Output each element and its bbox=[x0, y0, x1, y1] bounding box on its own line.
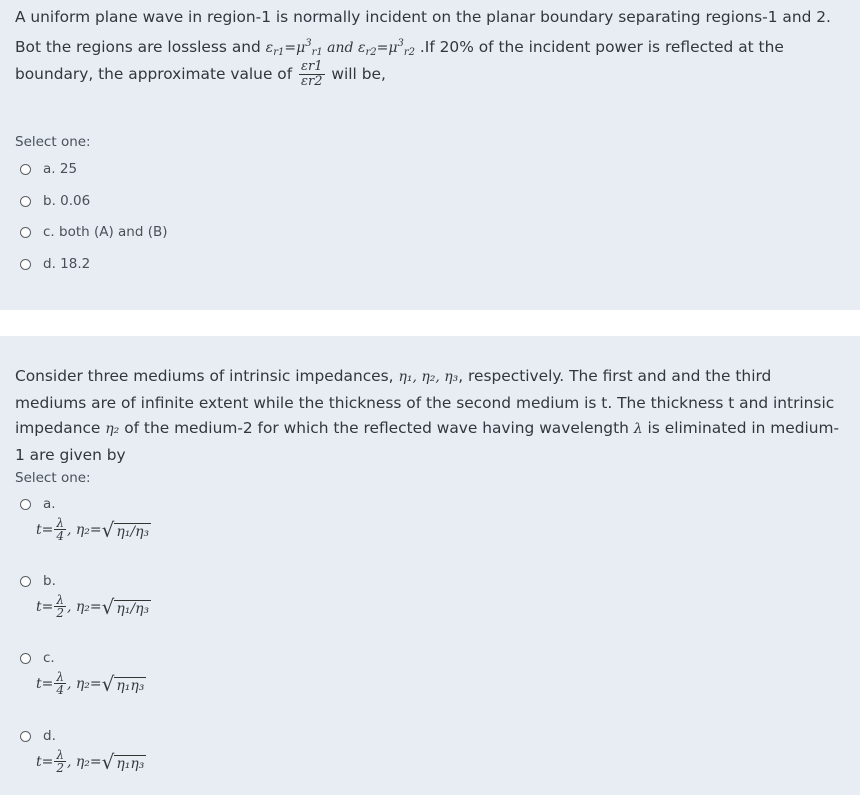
question-text bbox=[15, 364, 845, 468]
option-a[interactable] bbox=[20, 161, 77, 177]
question-card-1 bbox=[0, 0, 860, 310]
option-c-formula: t= $\frac{\lambda}{4}$ , η₂= √ η₁η₃ bbox=[36, 670, 145, 697]
option-label: c. both (A) and (B) bbox=[43, 224, 168, 240]
epsilon-ratio-fraction: $\frac{\varepsilon r1}{\varepsilon r2}$ bbox=[301, 59, 323, 89]
radio-button[interactable] bbox=[20, 499, 31, 510]
question-text bbox=[15, 5, 845, 65]
option-d[interactable] bbox=[20, 256, 90, 272]
option-label: a. bbox=[43, 496, 56, 512]
question-line: Bot the regions are lossless and bbox=[15, 37, 266, 56]
math-epsilon: $\varepsilon_{r2}=\mu^3_{r2}$ bbox=[357, 37, 415, 58]
option-c[interactable] bbox=[20, 224, 168, 240]
math-lambda: λ bbox=[633, 421, 643, 437]
option-label: a. 25 bbox=[43, 161, 78, 177]
option-label: c. bbox=[43, 650, 55, 666]
radio-button[interactable] bbox=[20, 259, 31, 270]
select-one-label: Select one: bbox=[15, 134, 91, 150]
question-line: of the medium-2 for which the reflected wave having wavelength bbox=[119, 419, 634, 437]
option-label: b. bbox=[43, 573, 56, 589]
math-eta2: η₂ bbox=[105, 421, 120, 437]
math-eta-list: η₁, η₂, η₃ bbox=[398, 369, 459, 385]
question-line: will be, bbox=[326, 65, 386, 83]
option-b[interactable] bbox=[20, 573, 56, 589]
math-epsilon: $\varepsilon_{r1}=\mu^3_{r1}$ bbox=[265, 37, 323, 58]
radio-button[interactable] bbox=[20, 576, 31, 587]
radio-button[interactable] bbox=[20, 164, 31, 175]
question-text-line3 bbox=[15, 60, 845, 89]
option-label: d. 18.2 bbox=[43, 256, 91, 272]
select-one-label: Select one: bbox=[15, 470, 91, 486]
option-c[interactable] bbox=[20, 650, 55, 666]
option-a-formula: t= $\frac{\lambda}{4}$ , η₂= √ η₁/η₃ bbox=[36, 516, 150, 543]
radio-button[interactable] bbox=[20, 653, 31, 664]
option-label: b. 0.06 bbox=[43, 193, 91, 209]
question-line: , respectively. The first and and the third mediums are of infinite extent while the thickness of the second medium is t. The thickness t and intrinsic impedance bbox=[15, 367, 835, 437]
math-and: and bbox=[322, 39, 358, 56]
option-d-formula: t= $\frac{\lambda}{2}$ , η₂= √ η₁η₃ bbox=[36, 748, 145, 775]
question-line: .If 20% of the incident power is reflected at the bbox=[415, 37, 784, 56]
question-line: Consider three mediums of intrinsic impedances, bbox=[15, 367, 399, 385]
radio-button[interactable] bbox=[20, 196, 31, 207]
option-b-formula: t= $\frac{\lambda}{2}$ , η₂= √ η₁/η₃ bbox=[36, 593, 150, 620]
question-card-2 bbox=[0, 336, 860, 795]
question-line: A uniform plane wave in region-1 is normally incident on the planar boundary separating regions-1 and 2. bbox=[15, 8, 831, 26]
question-line: boundary, the approximate value of bbox=[15, 65, 298, 83]
radio-button[interactable] bbox=[20, 731, 31, 742]
option-d[interactable] bbox=[20, 728, 56, 744]
question-line: is eliminated in medium-1 are given by bbox=[15, 419, 840, 464]
radio-button[interactable] bbox=[20, 227, 31, 238]
option-label: d. bbox=[43, 728, 56, 744]
option-a[interactable] bbox=[20, 496, 56, 512]
option-b[interactable] bbox=[20, 193, 90, 209]
